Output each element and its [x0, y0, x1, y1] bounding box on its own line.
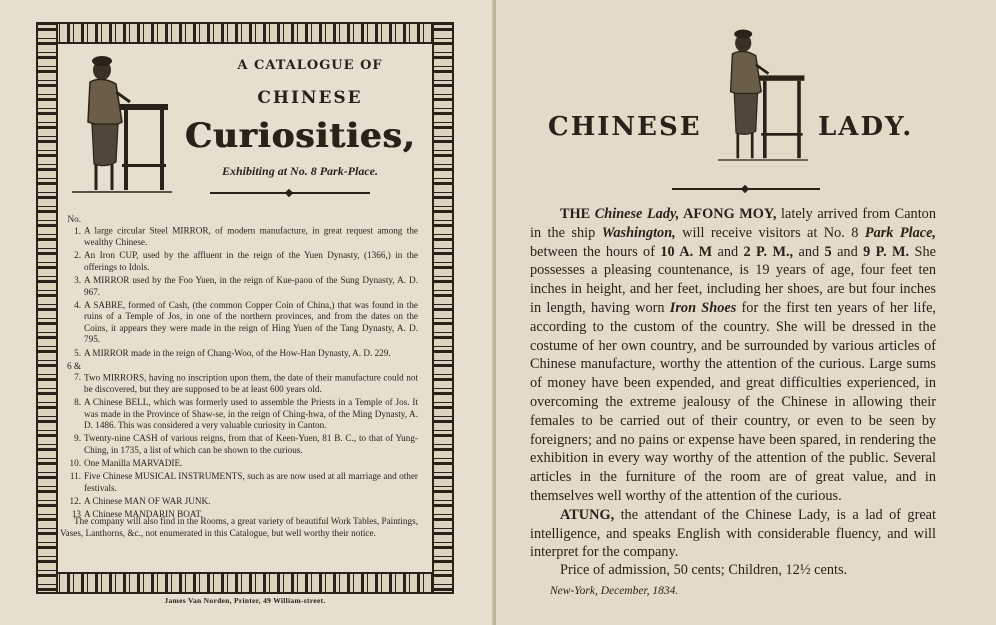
list-item: 4. A SABRE, formed of Cash, (the common Copper Coin of China,) that was found in the ruins of a Temple of Jos, in one of the northern provinces, and from the dates on the Coins, it appears they were made in the reign of Hing Yuen of the Tang Dynasty, A. D. 795.: [74, 299, 418, 345]
border-top: [36, 22, 454, 44]
list-item: 2. An Iron CUP, used by the affluent in the reign of the Yuen Dynasty, (1366,) in the offerings to Idols.: [74, 250, 418, 272]
list-item: 11. Five Chinese MUSICAL INSTRUMENTS, such as are now used at all marriage and other festivals.: [69, 470, 418, 493]
printer-imprint: James Van Norden, Printer, 49 William-street.: [164, 596, 326, 605]
list-item: 5. A MIRROR made in the reign of Chang-Woo, of the How-Han Dynasty, A. D. 229.: [74, 347, 391, 358]
broadside-sheet: [496, 0, 996, 625]
catalogue-content: [60, 46, 430, 570]
list-item: 10. One Manilla MARVADIE.: [69, 457, 183, 468]
chinese-lady-illustration-icon: [718, 22, 808, 172]
border-right: [432, 22, 454, 594]
catalogue-location: Exhibiting at No. 8 Park-Place.: [222, 164, 378, 178]
ornamental-diamond-icon: [285, 189, 293, 197]
catalogue-subheading: CHINESE: [257, 88, 363, 108]
broadside-title-right: LADY.: [818, 112, 914, 142]
list-item: 13 A Chinese MANDARIN BOAT.: [71, 508, 203, 519]
paragraph-attendant: ATUNG, the attendant of the Chinese Lady, is a lad of great intelligence, and speaks English with considerable fluency, and will interpret for the company.: [530, 506, 936, 561]
ornamental-diamond-icon: [741, 185, 749, 193]
list-item: 6 & 7. Two MIRRORS, having no inscription upon them, the date of their manufacture could not be discovered, but they are supposed to be at least 600 years old.: [66, 360, 418, 394]
list-item: 8. A Chinese BELL, which was formerly used to assemble the Priests in a Temple of Jos. It was made in the Province of Shaw-se, in the reign of Ching-hwa, of the Ming Dynasty, A. D. 1486. This was considered a very valuable curiosity in Canton.: [74, 396, 418, 431]
list-item: No. 1. A large circular Steel MIRROR, of modern manufacture, in great request among the wealthy Chinese.: [67, 214, 418, 248]
list-item: 12. A Chinese MAN OF WAR JUNK.: [69, 495, 211, 506]
list-item: 3. A MIRROR used by the Foo Yuen, in the reign of Kue-paou of the Sung Dynasty, A. D. 967.: [74, 274, 418, 297]
border-bottom: [36, 572, 454, 594]
catalogue-heading: A CATALOGUE OF: [237, 58, 383, 73]
list-item: 9. Twenty-nine CASH of various reigns, from that of Keen-Yuen, 81 B. C., to that of Yung-Ching, in 1735, a list of which can be shown to the curious.: [74, 433, 418, 455]
catalogue-sheet: [0, 0, 494, 625]
dateline: New-York, December, 1834.: [550, 585, 679, 597]
admission-price: Price of admission, 50 cents; Children, 12½ cents.: [560, 562, 848, 578]
broadside-body: [530, 205, 936, 562]
catalogue-title: Curiosities,: [184, 116, 416, 156]
catalogue-notice: The company will also find in the Rooms, a great variety of beautiful Work Tables, Paintings, Vases, Lanthorns, &c., not enumerated in this Catalogue, but well worthy their notice.: [60, 516, 418, 538]
chinese-lady-illustration-icon: [72, 52, 172, 202]
paragraph-announcement: THE Chinese Lady, AFONG MOY, lately arrived from Canton in the ship Washington, will receive visitors at No. 8 Park Place, between the hours of 10 A. M and 2 P. M., and 5 and 9 P. M. She possesses a pleasing countenance, is 19 years of age, four feet ten inches in height, and her feet, including her shoes, are but four inches in length, having worn Iron Shoes for the first ten years of her life, according to the custom of the country. She will be dressed in the costume of her own country, and be surrounded by various articles of Chinese manufacture, worthy the attention of the curious. Large sums of money have been expended, and great difficulties experienced, in overcoming the extreme jealousy of the Chinese in allowing their females to be carried out of their country, or even to be seen by foreigners; and no pains or expense have been spared, in rendering the exhibition in every way worthy of the attention of the public. Several articles in the furniture of the room are of great value, and in themselves well worthy of the attention of the curious.: [530, 206, 936, 504]
broadside-title-left: CHINESE: [548, 112, 702, 142]
catalogue-list: [60, 214, 418, 522]
border-left: [36, 22, 58, 594]
